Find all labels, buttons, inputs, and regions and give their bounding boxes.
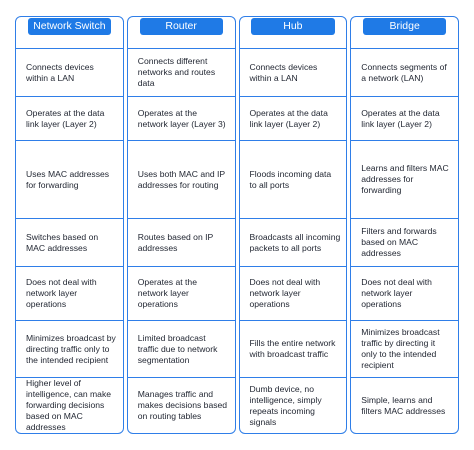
table-cell (128, 218, 235, 266)
column-title-router: Router (140, 18, 223, 35)
table-cell (240, 140, 347, 218)
column-header (240, 17, 347, 48)
table-cell (351, 377, 458, 433)
cell-text: Switches based on MAC addresses (26, 231, 99, 253)
cell-text: Minimizes broadcast traffic by directing it only to the intended recipient (361, 327, 440, 370)
table-cell (128, 266, 235, 320)
table-cell (128, 377, 235, 433)
cell-text: Routes based on IP addresses (137, 231, 214, 253)
cell-text: Operates at the data link layer (Layer 2) (361, 107, 440, 129)
table-cell (240, 96, 347, 140)
cell-text: Dumb device, no intelligence, simply repeats incoming signals (249, 383, 322, 427)
table-cell (240, 48, 347, 96)
column-hub (239, 16, 348, 434)
column-bridge (350, 16, 459, 434)
table-cell (16, 266, 123, 320)
table-cell (351, 96, 458, 140)
comparison-table (15, 16, 459, 434)
cell-text: Simple, learns and filters MAC addresses (361, 394, 446, 416)
table-cell (240, 320, 347, 377)
column-header (128, 17, 235, 48)
column-router (127, 16, 236, 434)
cell-text: Connects devices within a LAN (26, 61, 94, 83)
cell-text: Fills the entire network with broadcast traffic (249, 338, 336, 359)
cell-text: Broadcasts all incoming packets to all ports (249, 231, 341, 253)
cell-text: Operates at the network layer operations (137, 277, 197, 309)
table-cell (16, 140, 123, 218)
cell-text: Minimizes broadcast by directing traffic only to the intended recipient (26, 332, 116, 365)
cell-text: Filters and forwards based on MAC addresses (361, 226, 437, 258)
table-cell (351, 320, 458, 377)
table-cell (16, 96, 123, 140)
table-cell (240, 218, 347, 266)
column-title-network-switch: Network Switch (28, 18, 111, 35)
table-cell (351, 140, 458, 218)
table-cell (16, 218, 123, 266)
table-cell (16, 48, 123, 96)
cell-text: Learns and filters MAC addresses for forwarding (361, 163, 449, 195)
cell-text: Does not deal with network layer operations (26, 277, 97, 309)
cell-text: Connects devices within a LAN (249, 61, 318, 83)
cell-text: Manages traffic and makes decisions based on routing tables (137, 389, 228, 421)
cell-text: Limited broadcast traffic due to network segmentation (137, 332, 218, 365)
table-cell (16, 320, 123, 377)
column-title-bridge: Bridge (363, 18, 446, 35)
cell-text: Connects different networks and routes data (137, 56, 216, 88)
cell-text: Higher level of intelligence, can make forwarding decisions based on MAC addresses (26, 378, 112, 432)
table-cell (240, 377, 347, 433)
table-cell (351, 48, 458, 96)
table-cell (351, 266, 458, 320)
table-cell (128, 320, 235, 377)
table-cell (16, 377, 123, 433)
table-cell (128, 96, 235, 140)
table-cell (240, 266, 347, 320)
column-header (16, 17, 123, 48)
column-header (351, 17, 458, 48)
column-title-hub: Hub (251, 18, 334, 35)
cell-text: Uses MAC addresses for forwarding (26, 168, 110, 190)
cell-text: Operates at the data link layer (Layer 2) (26, 107, 105, 129)
cell-text: Floods incoming data to all ports (249, 168, 332, 190)
cell-text: Operates at the network layer (Layer 3) (137, 107, 226, 129)
cell-text: Does not deal with network layer operations (361, 277, 432, 309)
cell-text: Uses both MAC and IP addresses for routing (137, 168, 226, 190)
column-network-switch (15, 16, 124, 434)
cell-text: Operates at the data link layer (Layer 2) (249, 107, 328, 129)
table-cell (351, 218, 458, 266)
table-cell (128, 140, 235, 218)
cell-text: Does not deal with network layer operations (249, 277, 321, 309)
cell-text: Connects segments of a network (LAN) (361, 61, 447, 83)
table-cell (128, 48, 235, 96)
